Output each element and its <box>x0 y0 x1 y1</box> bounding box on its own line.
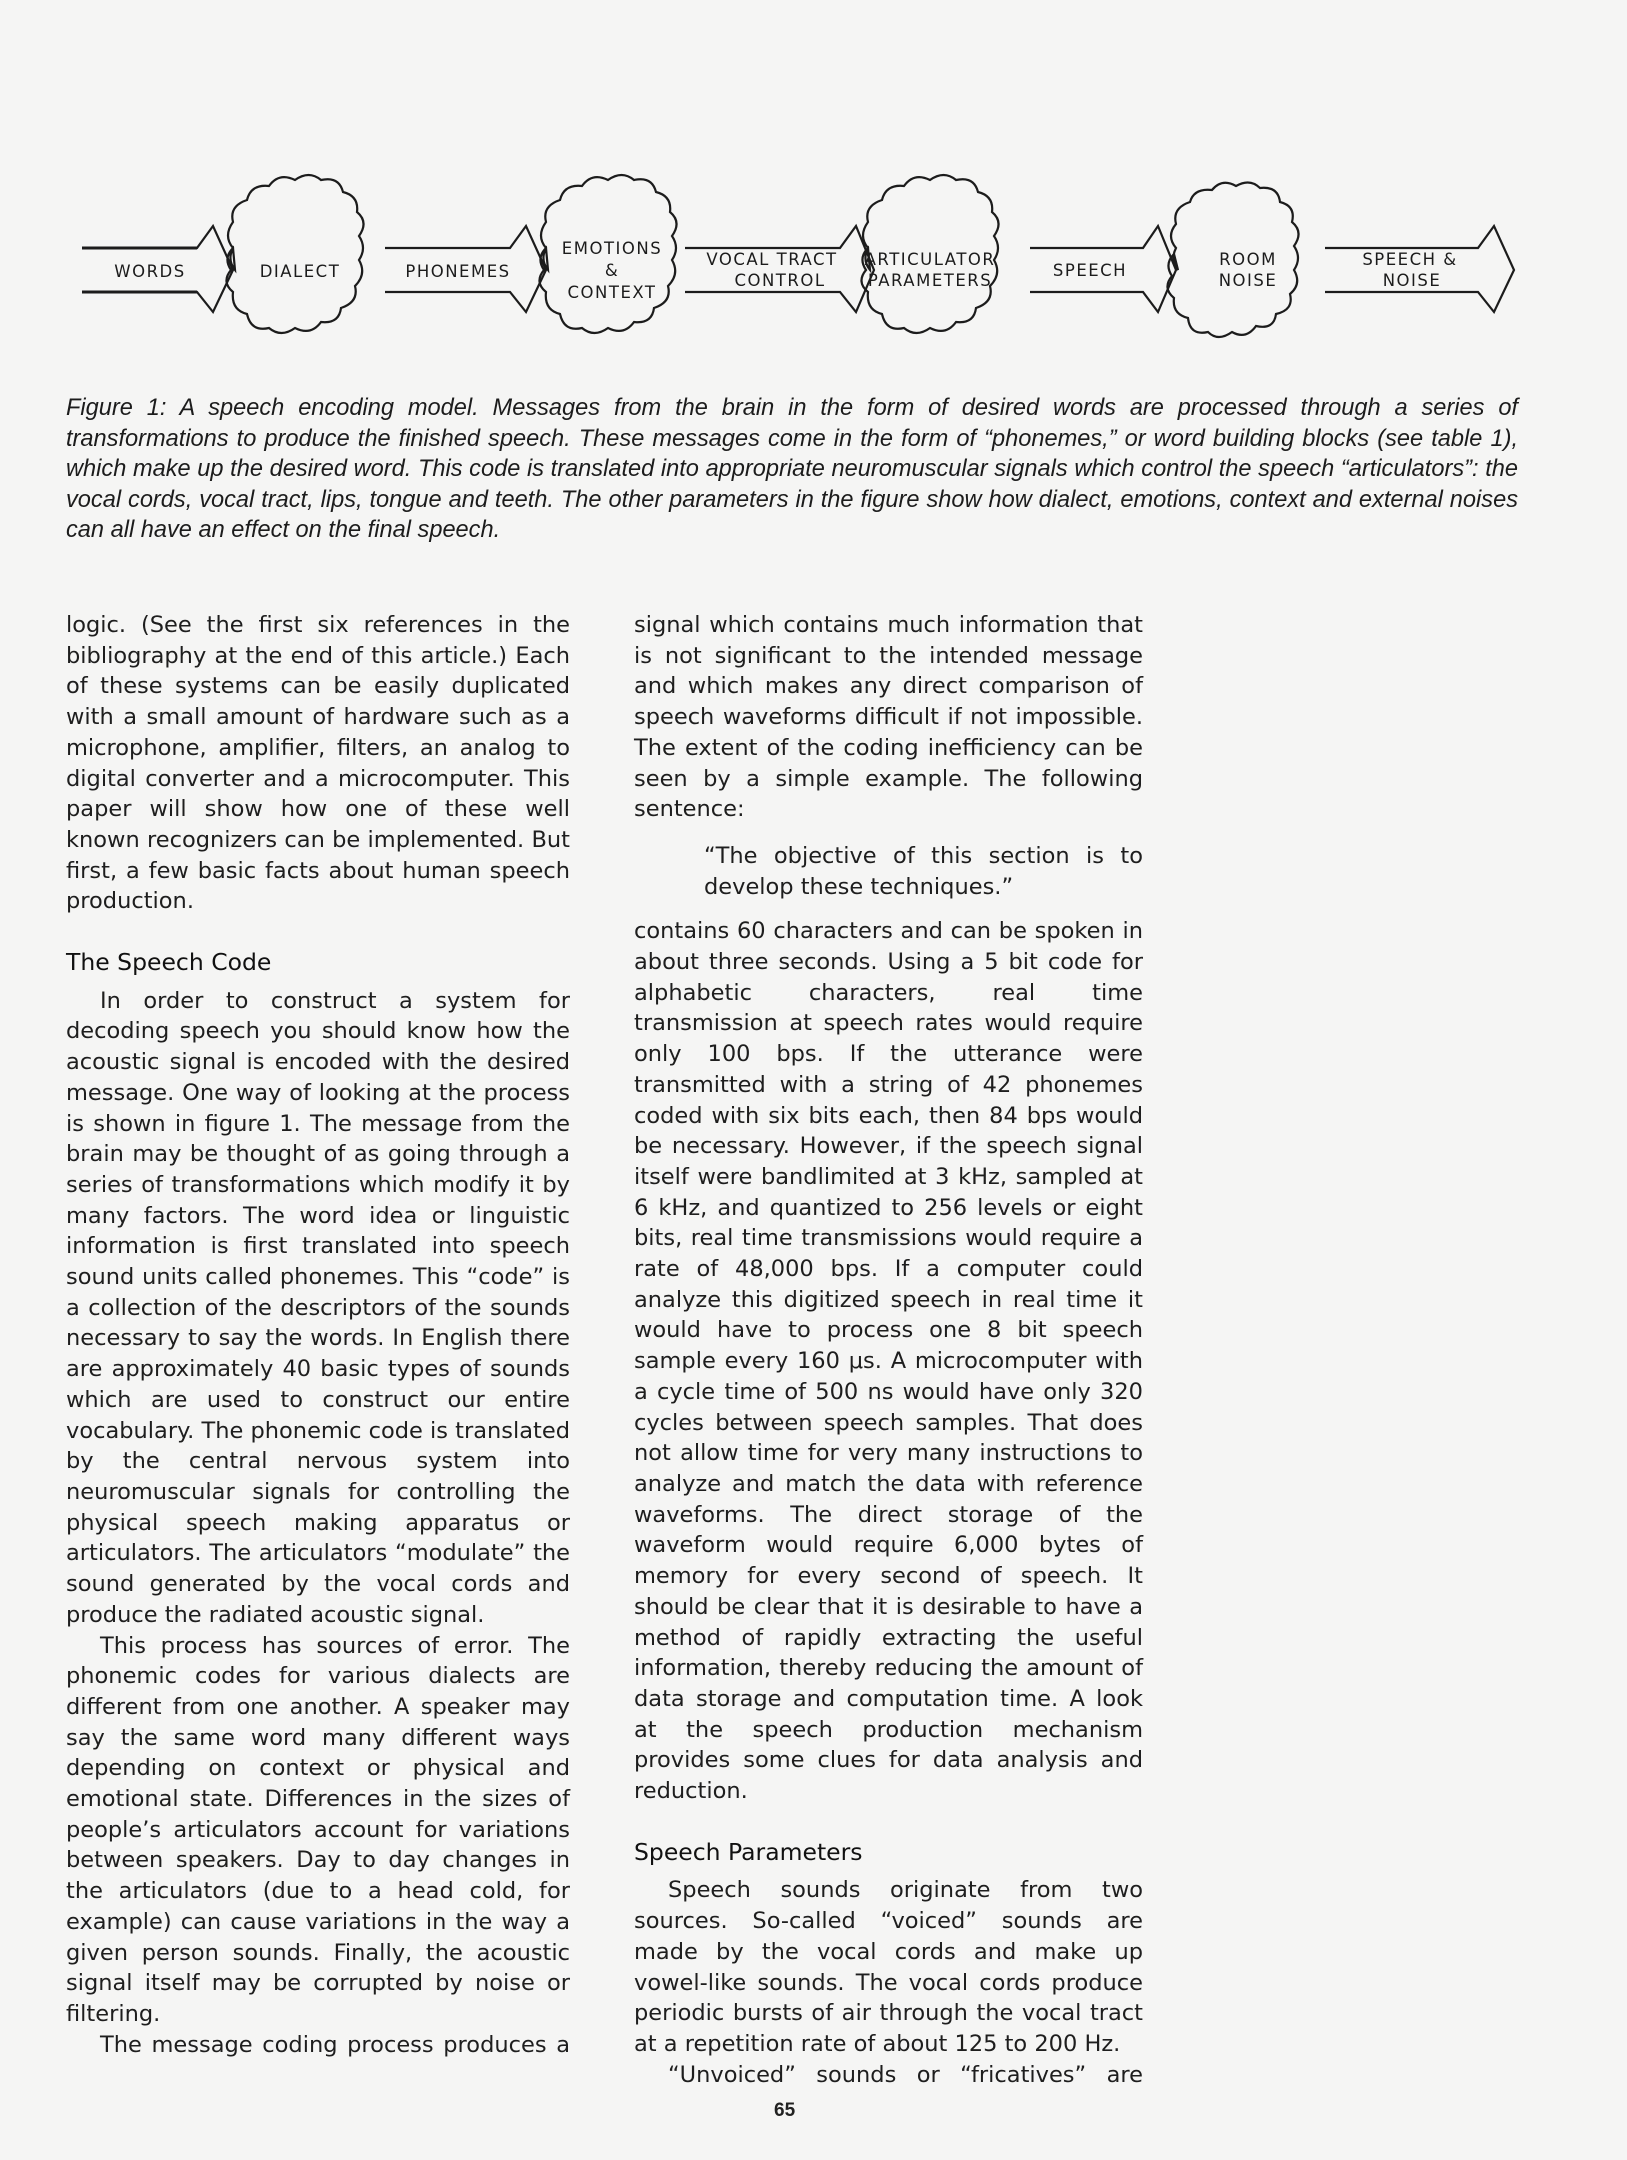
label-speech: SPEECH <box>1052 261 1128 280</box>
paragraph: logic. (See the first six references in the bibliography at the end of this article.) Each of these systems can be easily duplicated with a small amount of hardware such as a microphone, amplifier, filters, an analog to digital converter and a microcomputer. This paper will show how one of these well known recognizers can be implemented. But first, a few basic facts about human speech production. <box>66 612 570 915</box>
right-column <box>634 610 1143 2090</box>
label-emotions: EMOTIONS <box>561 239 663 258</box>
label-noise: NOISE <box>1218 271 1278 290</box>
label-articulator: ARTICULATOR <box>864 250 996 269</box>
label-dialect: DIALECT <box>259 262 341 281</box>
label-parameters: PARAMETERS <box>867 271 993 290</box>
arrow-speech-and-noise <box>1325 226 1514 312</box>
label-speech-and: SPEECH & <box>1362 250 1458 269</box>
figure-caption: Figure 1: A speech encoding model. Messages from the brain in the form of desired words are processed through a series of transformations to produce the finished speech. These messages come in the form of “phonemes,” or word building blocks (see table 1), which make up the desired word. This code is translated into appropriate neuromuscular signals which control the speech “articulators”: the vocal cords, vocal tract, lips, tongue and teeth. The other parameters in the figure show how dialect, emotions, context and external noises can all have an effect on the final speech. <box>66 395 1518 543</box>
paragraph: Speech sounds originate from two sources. So-called “voiced” sounds are made by the vocal cords and make up vowel-like sounds. The vocal cords produce periodic bursts of air through the vocal tract at a repetition rate of about 125 to 200 Hz. <box>634 1877 1143 2057</box>
paragraph: The message coding process produces a <box>100 2031 570 2058</box>
page-number: 65 <box>774 2100 796 2121</box>
label-ampersand: & <box>604 261 620 280</box>
label-context: CONTEXT <box>567 283 657 302</box>
cloud-dialect <box>226 175 363 333</box>
paragraph: signal which contains much information that is not significant to the intended message and which makes any direct comparison of speech waveforms difficult if not impossible. The extent of the coding inefficiency can be seen by a simple example. The following sentence: <box>634 612 1143 823</box>
label-words: WORDS <box>114 262 186 281</box>
example-quote: “The objective of this section is to develop these techniques.” <box>704 842 1143 900</box>
label-control: CONTROL <box>734 271 826 290</box>
section-heading-speech-parameters: Speech Parameters <box>634 1837 863 1866</box>
paragraph: This process has sources of error. The phonemic codes for various dialects are different from one another. A speaker may say the same word many different ways depending on context or physical and emotional state. Differences in the sizes of people’s articulators account for variations between speakers. Day to day changes in the articulators (due to a head cold, for example) can cause variations in the way a given person sounds. Finally, the acoustic signal itself may be corrupted by noise or filtering. <box>66 1632 570 2027</box>
left-column <box>66 610 570 2060</box>
section-heading-speech-code: The Speech Code <box>66 948 272 977</box>
paragraph: contains 60 characters and can be spoken in about three seconds. Using a 5 bit code for alphabetic characters, real time transmission at speech rates would require only 100 bps. If the utterance were transmitted with a string of 42 phonemes coded with six bits each, then 84 bps would be necessary. However, if the speech signal itself were bandlimited at 3 kHz, sampled at 6 kHz, and quantized to 256 levels or eight bits, real time transmissions would require a rate of 48,000 bps. If a computer could analyze this digitized speech in real time it would have to process one 8 bit speech sample every 160 μs. A microcomputer with a cycle time of 500 ns would have only 320 cycles between speech samples. That does not allow time for very many instructions to analyze and match the data with reference waveforms. The direct storage of the waveform would require 6,000 bytes of memory for every second of speech. It should be clear that it is desirable to have a method of rapidly extracting the useful information, thereby reducing the amount of data storage and computation time. A look at the speech production mechanism provides some clues for data analysis and reduction. <box>634 918 1143 1805</box>
paragraph: In order to construct a system for decoding speech you should know how the acoustic signal is encoded with the desired message. One way of looking at the process is shown in figure 1. The message from the brain may be thought of as going through a series of transformations which modify it by many factors. The word idea or linguistic information is first translated into speech sound units called phonemes. This “code” is a collection of the descriptors of the sounds necessary to say the words. In English there are approximately 40 basic types of sounds which are used to construct our entire vocabulary. The phonemic code is translated by the central nervous system into neuromuscular signals for controlling the physical speech making apparatus or articulators. The articulators “modulate” the sound generated by the vocal cords and produce the radiated acoustic signal. <box>66 987 570 1628</box>
label-phonemes: PHONEMES <box>405 262 511 281</box>
speech-encoding-diagram <box>0 170 1627 380</box>
arrow-vocal-tract-control <box>685 226 874 312</box>
label-vocal-tract: VOCAL TRACT <box>706 250 838 269</box>
label-noise-out: NOISE <box>1382 271 1442 290</box>
label-room: ROOM <box>1219 250 1277 269</box>
paragraph: “Unvoiced” sounds or “fricatives” are <box>668 2061 1143 2088</box>
